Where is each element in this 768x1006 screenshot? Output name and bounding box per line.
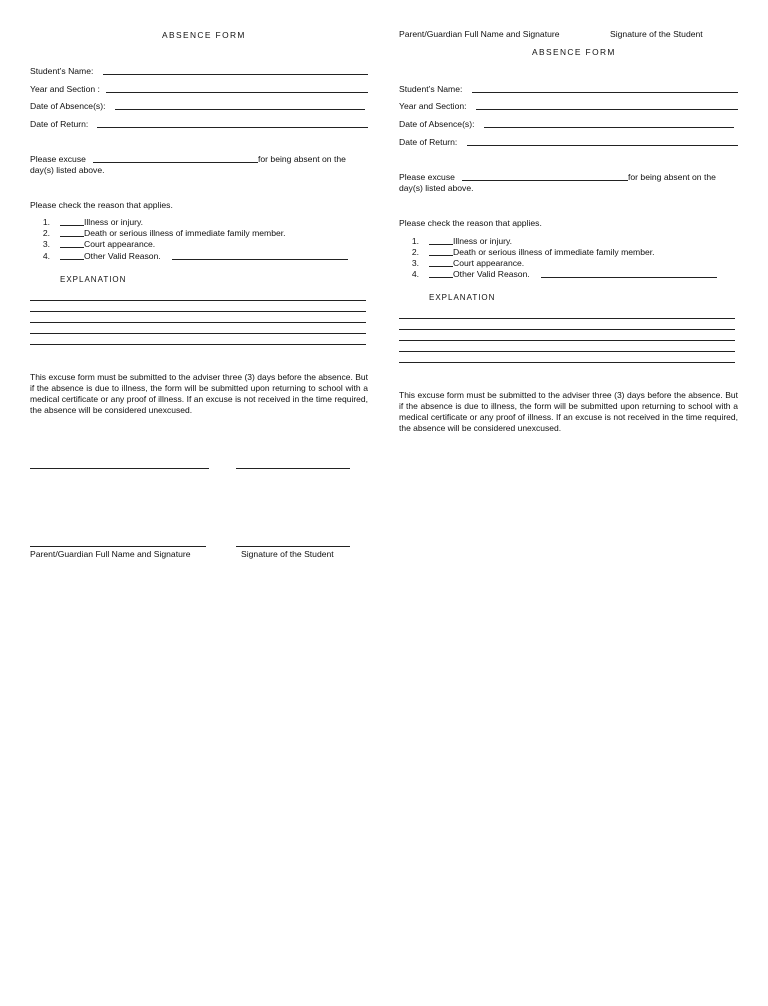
right-reason-label: Death or serious illness of immediate family member. (453, 247, 655, 257)
left-notice-paragraph: This excuse form must be submitted to the adviser three (3) days before the absence. But if the absence is due to illness, the form will be submitted upon returning to school with a medical certificate or any proof of illness. If an excuse is not received in the time required, the absence will be considered unexcused. (30, 372, 368, 415)
left-parent-signature-line-upper[interactable] (30, 468, 209, 469)
left-reason-checkbox[interactable] (60, 236, 84, 237)
right-date-return-field[interactable] (467, 145, 738, 146)
right-date-absence-label: Date of Absence(s): (399, 119, 475, 129)
left-student-signature-line[interactable] (236, 546, 350, 547)
right-reason-label: Illness or injury. (453, 236, 513, 246)
right-excuse-line2: day(s) listed above. (399, 183, 474, 193)
left-year-section-field[interactable] (106, 92, 368, 93)
right-explanation-heading: EXPLANATION (429, 293, 496, 302)
left-date-absence-label: Date of Absence(s): (30, 101, 106, 111)
left-date-return-field[interactable] (97, 127, 368, 128)
left-student-signature-line-upper[interactable] (236, 468, 350, 469)
left-explanation-line[interactable] (30, 300, 366, 301)
left-reason-checkbox[interactable] (60, 247, 84, 248)
left-year-section-label: Year and Section : (30, 84, 100, 94)
right-excuse-prefix: Please excuse (399, 172, 455, 182)
left-student-signature-label: Signature of the Student (241, 549, 334, 559)
right-date-return-label: Date of Return: (399, 137, 458, 147)
left-student-name-label: Student’s Name: (30, 66, 94, 76)
right-student-signature-label: Signature of the Student (610, 29, 703, 39)
left-reason-heading: Please check the reason that applies. (30, 200, 173, 210)
left-reason-number: 4. (42, 251, 50, 261)
right-year-section-field[interactable] (476, 109, 738, 110)
right-year-section-label: Year and Section: (399, 101, 467, 111)
right-other-reason-field[interactable] (541, 277, 717, 278)
left-explanation-line[interactable] (30, 322, 366, 323)
right-reason-checkbox[interactable] (429, 277, 453, 278)
right-reason-checkbox[interactable] (429, 266, 453, 267)
right-reason-label: Other Valid Reason. (453, 269, 530, 279)
left-date-return-label: Date of Return: (30, 119, 89, 129)
right-reason-number: 3. (411, 258, 419, 268)
right-student-name-field[interactable] (472, 92, 738, 93)
left-reason-label: Court appearance. (84, 239, 156, 249)
left-explanation-line[interactable] (30, 344, 366, 345)
left-reason-checkbox[interactable] (60, 225, 84, 226)
left-excuse-prefix: Please excuse (30, 154, 86, 164)
right-explanation-line[interactable] (399, 362, 735, 363)
left-parent-signature-line[interactable] (30, 546, 206, 547)
right-explanation-line[interactable] (399, 351, 735, 352)
left-explanation-line[interactable] (30, 311, 366, 312)
left-reason-number: 3. (42, 239, 50, 249)
right-reason-label: Court appearance. (453, 258, 525, 268)
left-excuse-name-field[interactable] (93, 162, 258, 163)
left-reason-label: Death or serious illness of immediate family member. (84, 228, 286, 238)
left-reason-number: 2. (42, 228, 50, 238)
right-reason-number: 4. (411, 269, 419, 279)
left-excuse-suffix: for being absent on the (258, 154, 346, 164)
left-date-absence-field[interactable] (115, 109, 365, 110)
left-other-reason-field[interactable] (172, 259, 348, 260)
right-reason-checkbox[interactable] (429, 244, 453, 245)
right-parent-signature-label: Parent/Guardian Full Name and Signature (399, 29, 560, 39)
right-excuse-suffix: for being absent on the (628, 172, 716, 182)
right-reason-heading: Please check the reason that applies. (399, 218, 542, 228)
right-explanation-line[interactable] (399, 329, 735, 330)
right-explanation-line[interactable] (399, 340, 735, 341)
right-notice-paragraph: This excuse form must be submitted to the adviser three (3) days before the absence. But if the absence is due to illness, the form will be submitted upon returning to school with a medical certificate or any proof of illness. If an excuse is not received in the time required, the absence will be considered unexcused. (399, 390, 738, 433)
right-student-name-label: Student’s Name: (399, 84, 463, 94)
right-date-absence-field[interactable] (484, 127, 734, 128)
right-excuse-name-field[interactable] (462, 180, 628, 181)
right-form-title: ABSENCE FORM (532, 47, 616, 57)
left-reason-label: Illness or injury. (84, 217, 144, 227)
left-explanation-heading: EXPLANATION (60, 275, 127, 284)
left-explanation-line[interactable] (30, 333, 366, 334)
right-reason-number: 2. (411, 247, 419, 257)
left-reason-number: 1. (42, 217, 50, 227)
left-form-title: ABSENCE FORM (162, 30, 246, 40)
left-reason-checkbox[interactable] (60, 259, 84, 260)
left-parent-signature-label: Parent/Guardian Full Name and Signature (30, 549, 191, 559)
right-explanation-line[interactable] (399, 318, 735, 319)
left-reason-label: Other Valid Reason. (84, 251, 161, 261)
left-student-name-field[interactable] (103, 74, 368, 75)
left-excuse-line2: day(s) listed above. (30, 165, 105, 175)
right-reason-checkbox[interactable] (429, 255, 453, 256)
right-reason-number: 1. (411, 236, 419, 246)
